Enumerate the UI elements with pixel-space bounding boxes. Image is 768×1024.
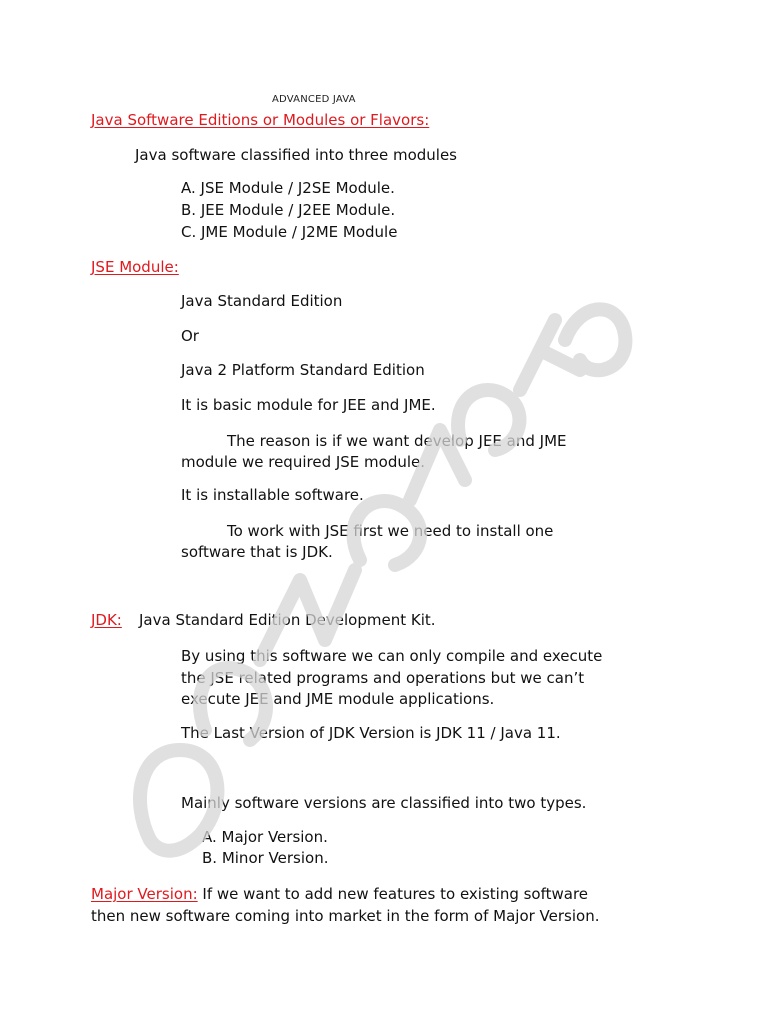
jdk-definition: Java Standard Edition Development Kit. <box>139 611 436 629</box>
jdk-line-compile: By using this software we can only compile and execute <box>181 647 603 665</box>
jse-line-or: Or <box>181 327 199 345</box>
jse-line-installable: It is installable software. <box>181 486 364 504</box>
jse-line-basic-module: It is basic module for JEE and JME. <box>181 396 436 414</box>
editions-item-a: A. JSE Module / J2SE Module. <box>181 179 395 197</box>
editions-item-c: C. JME Module / J2ME Module <box>181 223 398 241</box>
jdk-line-jse-related: the JSE related programs and operations but we can’t <box>181 669 585 687</box>
jdk-line-two-types: Mainly software versions are classified into two types. <box>181 794 587 812</box>
jdk-line-execute: execute JEE and JME module applications. <box>181 690 495 708</box>
jdk-line-last-version: The Last Version of JDK Version is JDK 11 / Java 11. <box>181 724 561 742</box>
major-version-line <box>91 884 588 905</box>
editions-item-b: B. JEE Module / J2EE Module. <box>181 201 396 219</box>
jdk-heading: JDK: <box>91 611 122 629</box>
version-item-minor: B. Minor Version. <box>202 849 329 867</box>
jse-line-jdk: software that is JDK. <box>181 543 333 561</box>
major-version-heading: Major Version: <box>91 885 198 903</box>
editions-intro: Java software classified into three modules <box>135 146 457 164</box>
major-version-text-2: then new software coming into market in the form of Major Version. <box>91 907 600 925</box>
jse-line-required: module we required JSE module. <box>181 453 426 471</box>
jse-line-reason: The reason is if we want develop JEE and JME <box>227 432 567 450</box>
jse-line-java2-platform: Java 2 Platform Standard Edition <box>181 361 425 379</box>
jse-line-install-one: To work with JSE first we need to install one <box>227 522 554 540</box>
document-title: ADVANCED JAVA <box>272 94 356 105</box>
jse-line-standard-edition: Java Standard Edition <box>181 292 343 310</box>
editions-heading: Java Software Editions or Modules or Flavors: <box>91 111 430 129</box>
major-version-text-1: If we want to add new features to existing software <box>202 885 589 903</box>
jse-heading: JSE Module: <box>91 258 179 276</box>
version-item-major: A. Major Version. <box>202 828 328 846</box>
